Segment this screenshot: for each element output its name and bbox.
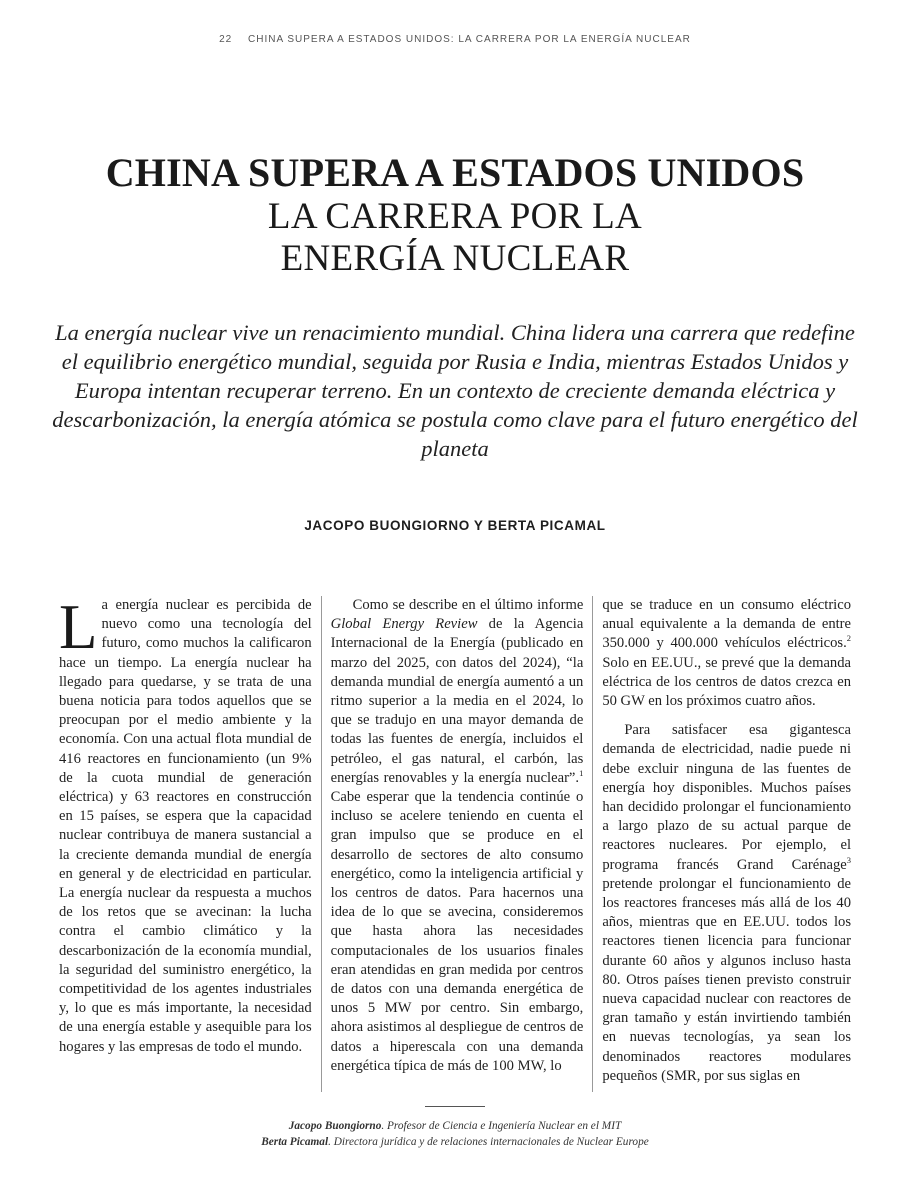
body-paragraph — [602, 596, 851, 711]
body-text: pretende prolongar el funcionamiento de los reactores franceses más allá de los 40 años, mientras que en EE.UU. todos los reactores tienen licencia para funcionar durante 60 años y algunos incluso hasta 80. Otros países tienen previsto construir nueva capacidad nuclear con reactores de gran tamaño y están invirtiendo también en nuevas tecnologías, ya sean los denominados reactores modulares pequeños (SMR, por sus siglas en — [602, 875, 851, 1084]
body-text: Como se describe en el último informe — [352, 597, 584, 613]
body-paragraph — [331, 596, 584, 1076]
body-text: que se traduce en un consumo eléctrico anual equivalente a la demanda de entre 350.000 y 400.000 vehículos eléctricos. — [602, 597, 851, 652]
article-subtitle-line-1: LA CARRERA POR LA — [267, 196, 643, 237]
author-note-1 — [0, 1118, 910, 1134]
author-note-2 — [0, 1134, 910, 1150]
author-note-role: . Directora jurídica y de relaciones internacionales de Nuclear Europe — [328, 1136, 649, 1148]
author-byline: JACOPO BUONGIORNO Y BERTA PICAMAL — [304, 518, 606, 533]
footnote-ref-2: 2 — [846, 633, 851, 644]
body-text: a energía nuclear es percibida de nuevo como una tecnología del futuro, como muchos la calificaron hace un tiempo. La energía nuclear ha llegado para quedarse, y se trata de una buena noticia para todos aquellos que se preocupan por el medio ambiente y la economía. Con una actual flota mundial de 416 reactores en funcionamiento (un 9% de la cuota mundial de generación eléctrica) y 63 reactores en construcción en 15 países, se espera que la capacidad nuclear contribuya de manera sustancial a la creciente demanda mundial de energía en general y de electricidad en particular. La energía nuclear da respuesta a muchos de los retos que se avecinan: la lucha contra el cambio climático y la descarbonización de la economía mundial, la seguridad del suministro energético, la competitividad de los agentes industriales y, lo que es más importante, la necesidad de una energía estable y asequible para los hogares y las empresas de todo el mundo. — [59, 597, 312, 1055]
body-text: de la Agencia Internacional de la Energía (publicado en marzo del 2025, con datos del 2024), “la demanda mundial de energía aumentó a un ritmo superior a la media en el 2024, lo que se tradujo en una mayor demanda de todas las fuentes de energía, incluidos el petróleo, el gas natural, el carbón, las energías renovables y la energía nuclear”. — [330, 616, 584, 786]
body-paragraph — [602, 721, 851, 1086]
article-title-block — [0, 150, 910, 280]
body-column-2 — [321, 596, 593, 1092]
publication-title: Global Energy Review — [330, 616, 478, 633]
page-number: 22 — [219, 34, 233, 45]
footnote-ref-3: 3 — [846, 854, 851, 865]
author-note-role: . Profesor de Ciencia e Ingeniería Nuclear en el MIT — [381, 1120, 622, 1132]
footnote-divider — [425, 1106, 485, 1107]
article-title: CHINA SUPERA A ESTADOS UNIDOS — [105, 150, 805, 195]
body-paragraph — [59, 596, 312, 1057]
body-text: Cabe esperar que la tendencia continúe o incluso se acelere teniendo en cuenta el gran impulso que se produce en el desarrollo de sectores de alto consumo energético, como la inteligencia artificial y los centros de datos. Para hacernos una idea de lo que se avecina, consideremos que hasta ahora las necesidades computacionales de los usuarios finales eran atendidas en gran medida por centros de datos con una demanda energética de unos 5 MW por centro. Sin embargo, ahora asistimos al despliegue de centros de datos a hiperescala con una demanda energética típica de más de 100 MW, lo — [330, 789, 584, 1074]
author-note-name: Jacopo Buongiorno — [288, 1120, 382, 1132]
running-title: CHINA SUPERA A ESTADOS UNIDOS: LA CARRERA POR LA ENERGÍA NUCLEAR — [248, 34, 691, 45]
footnote-ref-1: 1 — [579, 767, 584, 778]
body-text: Solo en EE.UU., se prevé que la demanda eléctrica de los centros de datos crezca en 50 GW en los próximos cuatro años. — [602, 654, 851, 710]
body-column-1 — [59, 596, 321, 1092]
article-body — [59, 596, 851, 1092]
author-note-name: Berta Picamal — [261, 1136, 329, 1148]
drop-cap: L — [59, 596, 98, 662]
lead-paragraph: La energía nuclear vive un renacimiento mundial. China lidera una carrera que redefine el equilibrio energético mundial, seguida por Rusia e India, mientras Estados Unidos y Europa intentan recuperar terreno. En un contexto de creciente demanda eléctrica y descarbonización, la energía atómica se postula como clave para el futuro energético del planeta — [52, 320, 858, 461]
body-column-3 — [592, 596, 851, 1092]
author-notes — [0, 1118, 910, 1150]
running-head — [0, 34, 910, 45]
body-text: Para satisfacer esa gigantesca demanda de electricidad, nadie puede ni debe excluir ninguna de las fuentes de energía hoy disponibles. Muchos países han decidido prolongar el funcionamiento a largo plazo de su actual parque de reactores nucleares. Por ejemplo, el programa francés Grand Carénage — [602, 722, 851, 873]
article-subtitle-line-2: ENERGÍA NUCLEAR — [280, 238, 630, 279]
